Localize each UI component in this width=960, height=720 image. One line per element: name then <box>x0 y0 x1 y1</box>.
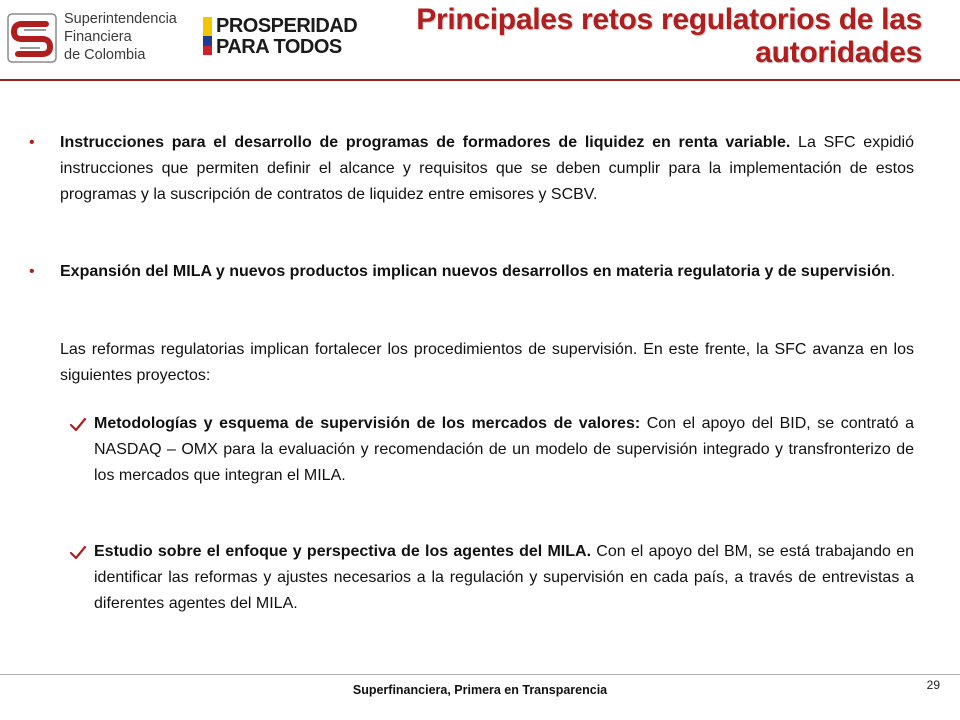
check-text: Con el apoyo del BM, se está trabajando en identificar las reformas y ajustes necesarios a la regulación y supervisión en cada país, a través de entrevistas a diferentes agentes del MILA. <box>94 543 914 612</box>
bullet-item <box>60 259 914 285</box>
check-bold-text: Estudio sobre el enfoque y perspectiva de los agentes del MILA. <box>94 543 592 560</box>
prosperidad-logo <box>203 14 358 60</box>
sfc-logo-text <box>64 10 177 64</box>
prosperidad-line1: PROSPERIDAD <box>216 15 358 37</box>
bullet-icon: • <box>29 263 35 280</box>
footer-tagline: Superfinanciera, Primera en Transparencia <box>352 683 608 697</box>
header-divider <box>0 79 960 81</box>
checkmark-icon <box>68 543 88 563</box>
colombia-flag-icon <box>203 17 212 55</box>
prosperidad-logo-text <box>216 16 357 58</box>
sfc-logo-line2: Financiera <box>64 29 132 45</box>
bullet-bold-text: Instrucciones para el desarrollo de programas de formadores de liquidez en renta variable. <box>60 134 791 151</box>
sfc-emblem-icon <box>6 12 58 64</box>
slide-header <box>0 0 960 80</box>
prosperidad-line2: PARA TODOS <box>216 36 342 58</box>
slide-title-line2: autoridades <box>755 36 922 69</box>
intro-paragraph: Las reformas regulatorias implican fortalecer los procedimientos de supervisión. En este frente, la SFC avanza en los siguientes proyectos: <box>60 341 914 384</box>
page-number: 29 <box>926 678 940 692</box>
slide-title-line1: Principales retos regulatorios de las <box>416 3 922 36</box>
sfc-logo <box>6 8 196 68</box>
sfc-logo-line3: de Colombia <box>64 47 146 63</box>
bullet-bold-text: Expansión del MILA y nuevos productos implican nuevos desarrollos en materia regulatoria y de supervisión <box>60 263 891 280</box>
bullet-text: . <box>890 263 896 280</box>
check-item <box>94 411 914 489</box>
bullet-icon: • <box>29 134 35 151</box>
checkmark-icon <box>68 415 88 435</box>
check-text: Con el apoyo del BID, se contrató a NASDAQ – OMX para la evaluación y recomendación de un modelo de supervisión integrado y transfronterizo de los mercados que integran el MILA. <box>94 415 914 484</box>
bullet-text: La SFC expidió instrucciones que permiten definir el alcance y requisitos que se deben cumplir para la implementación de estos programas y la suscripción de contratos de liquidez entre emisores y SCBV. <box>60 134 915 203</box>
check-item <box>94 539 914 617</box>
slide-title <box>416 3 922 69</box>
check-bold-text: Metodologías y esquema de supervisión de los mercados de valores: <box>94 415 641 432</box>
sfc-logo-line1: Superintendencia <box>64 11 177 27</box>
footer-divider <box>0 674 960 675</box>
bullet-item <box>60 130 914 208</box>
